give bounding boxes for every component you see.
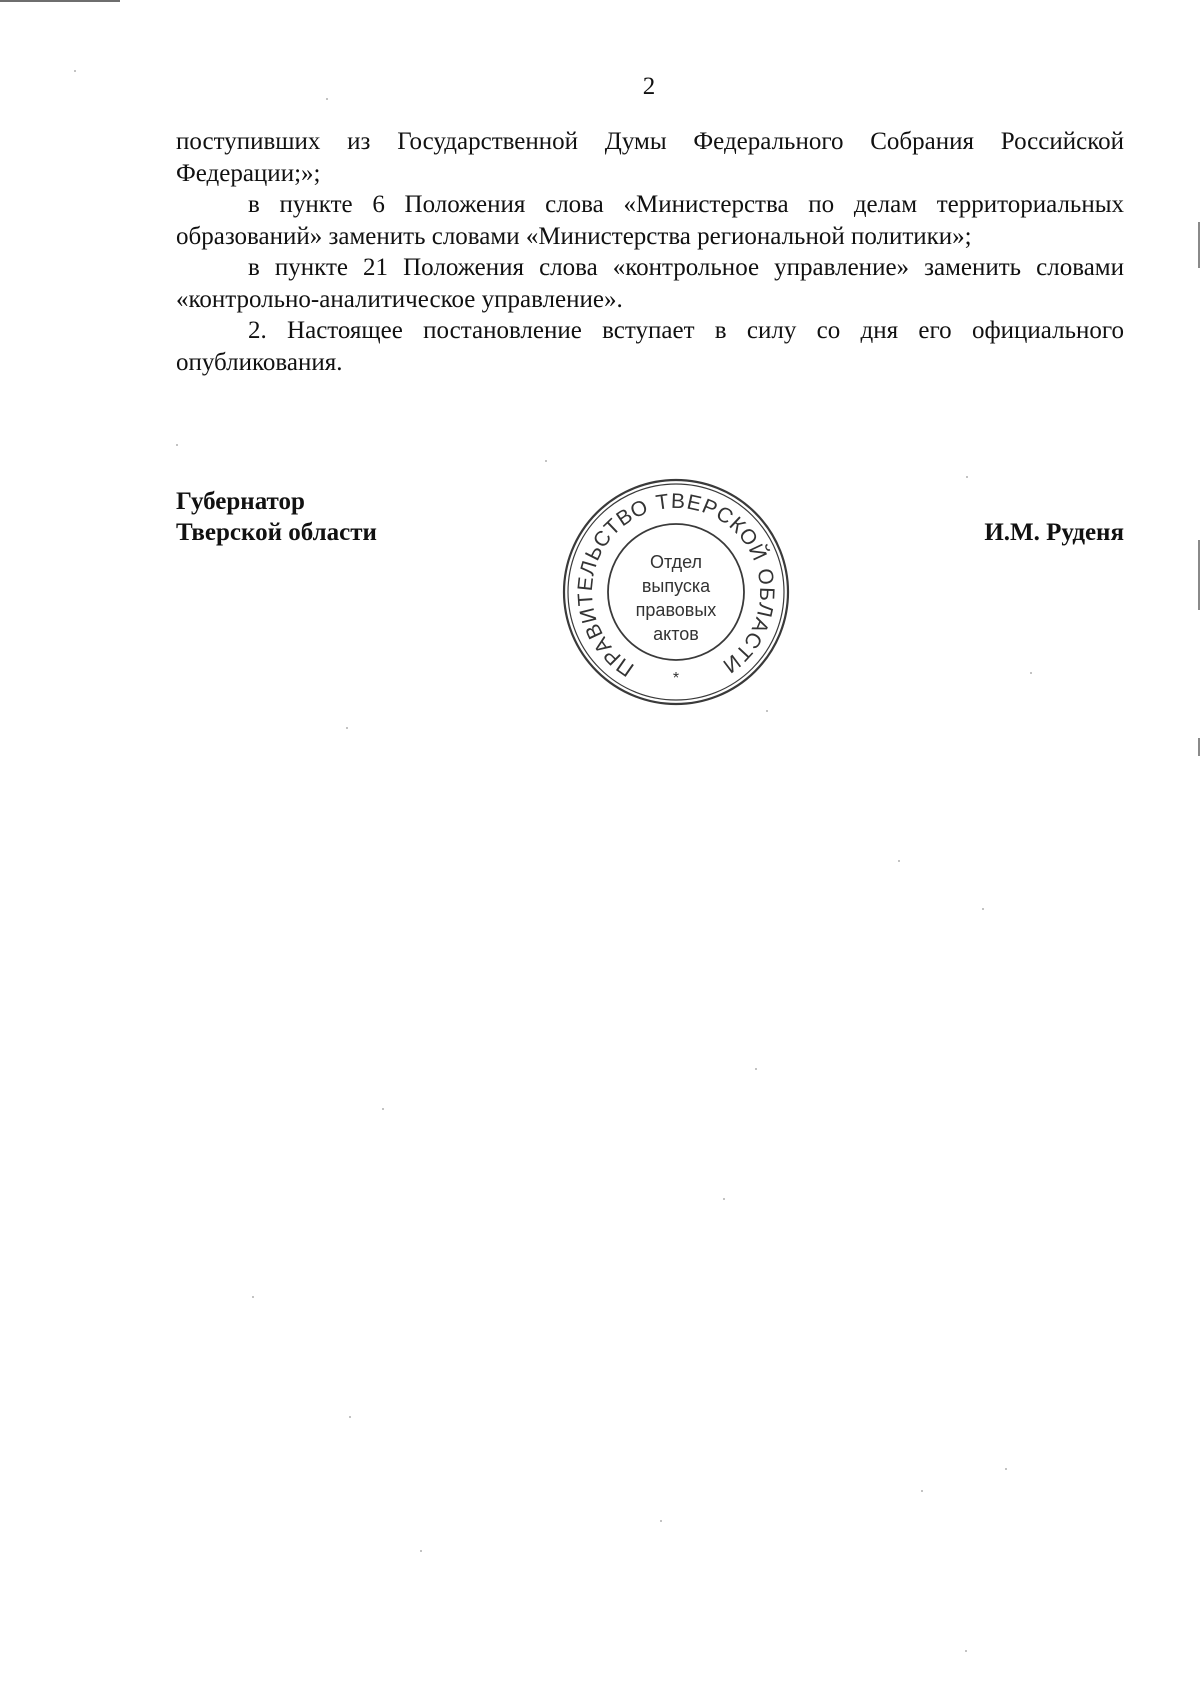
scan-speck [420,1550,422,1552]
stamp-line: правовых [635,600,717,620]
scan-edge-top [0,0,120,2]
scan-speck [1030,672,1032,674]
scan-speck [921,1490,923,1492]
stamp-star: * [672,670,680,687]
scan-speck [326,98,328,100]
scan-speck [965,1650,967,1652]
scan-speck [660,1520,662,1522]
scan-speck [382,1108,384,1110]
stamp-center-text [560,550,792,646]
scan-speck [252,1296,254,1298]
signatory-region: Тверской области [176,519,377,546]
stamp-line: Отдел [649,552,703,572]
paragraph: 2. Настоящее постановление вступает в силу со дня его официального опубликования. [176,317,1124,376]
scan-speck [1005,1468,1007,1470]
scan-speck [74,70,76,72]
paragraph: поступивших из Государственной Думы Федерального Собрания Российской Федерации;»; [176,128,1124,187]
scan-speck [349,1416,351,1418]
scan-speck [346,727,348,729]
official-stamp [560,476,792,708]
stamp-ring-text: ПРАВИТЕЛЬСТВО ТВЕРСКОЙ ОБЛАСТИ [573,489,779,681]
stamp-line: актов [653,624,699,644]
signatory-title: Губернатор [176,488,305,515]
scan-speck [982,908,984,910]
scan-speck [723,1198,725,1200]
scan-speck [545,460,547,462]
paragraph: в пункте 21 Положения слова «контрольное управление» заменить словами «контрольно-аналитическое управление». [176,254,1124,313]
page-number: 2 [642,73,656,100]
scan-speck [176,444,178,446]
stamp-line: выпуска [641,576,711,596]
scan-speck [966,476,968,478]
scan-speck [898,860,900,862]
signatory-name: И.М. Руденя [984,519,1124,546]
scan-speck [755,1068,757,1070]
paragraph: в пункте 6 Положения слова «Министерства по делам территориальных образований» заменить словами «Министерства региональной политики»; [176,191,1124,250]
document-body [176,126,1124,378]
scan-speck [766,710,768,712]
